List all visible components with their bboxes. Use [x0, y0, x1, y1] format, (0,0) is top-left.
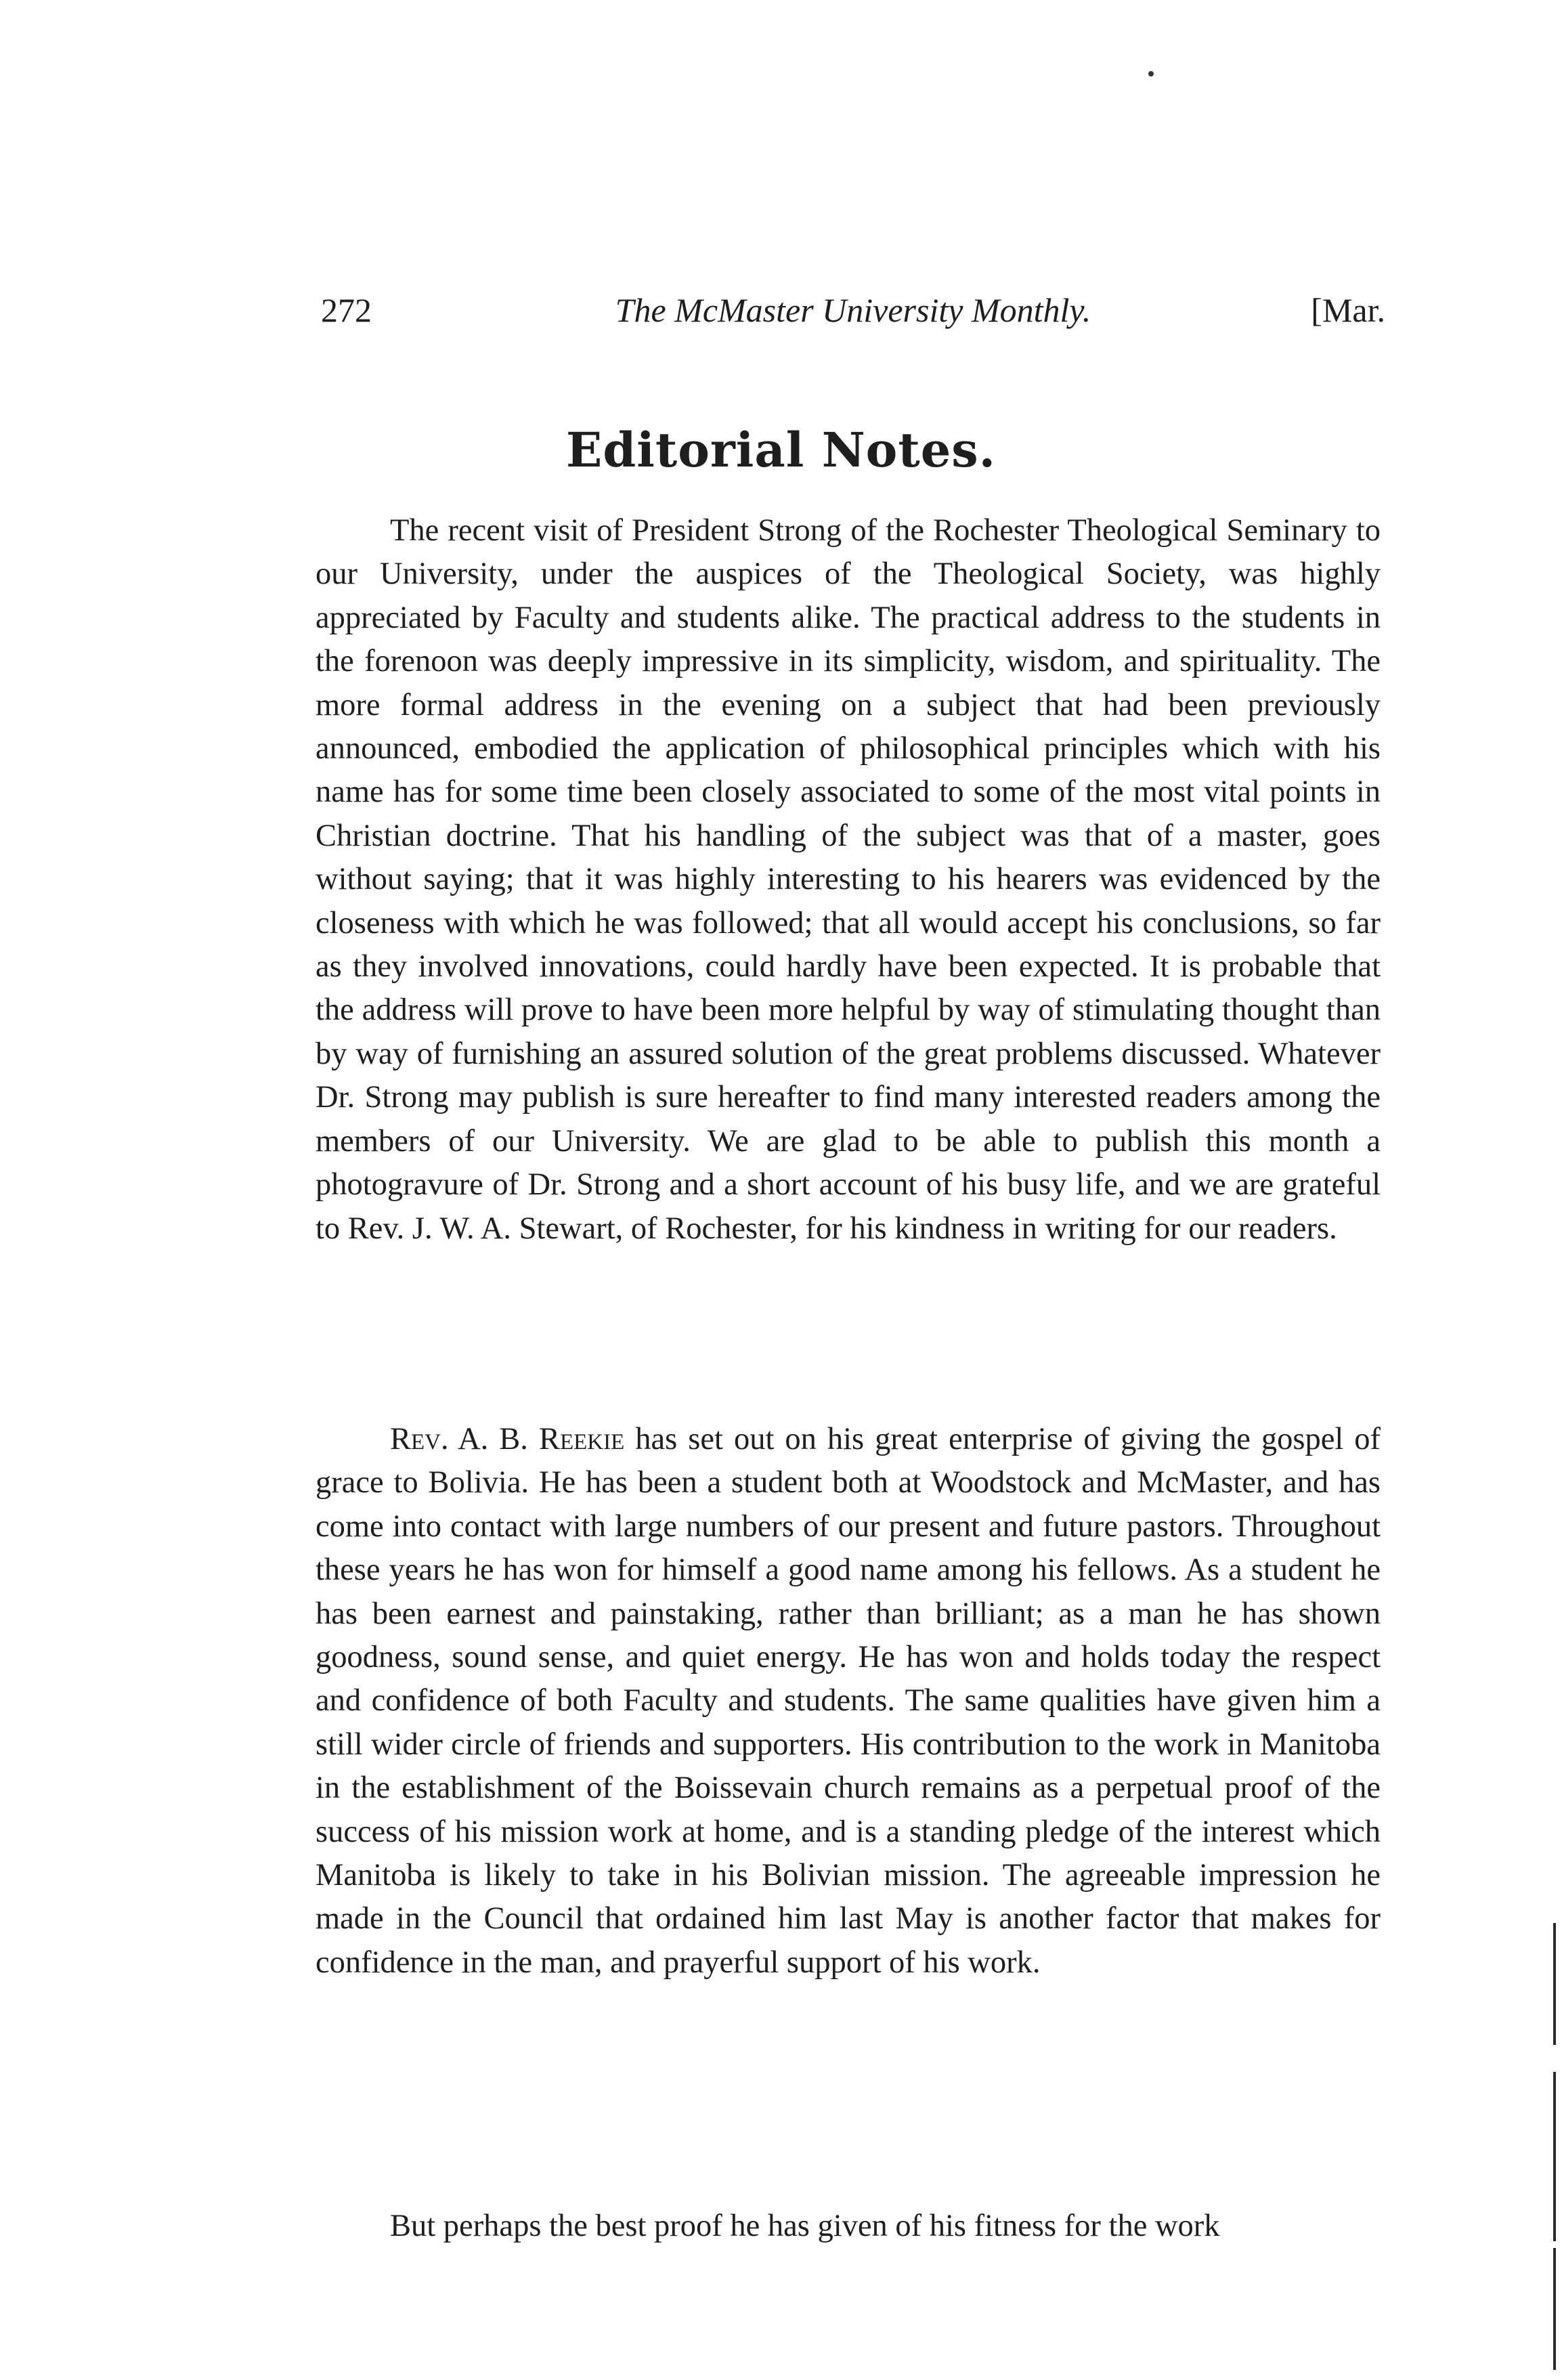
paragraph-continuation [316, 2205, 1381, 2248]
paragraph-reekie [316, 1418, 1381, 1985]
paragraph-text [316, 1418, 1381, 1985]
scan-edge-mark [1553, 2072, 1556, 2241]
issue-month: [Mar. [1311, 291, 1385, 329]
running-header [321, 290, 1385, 330]
scan-edge-mark [1553, 1923, 1556, 2045]
ink-speck [1148, 71, 1154, 77]
scan-edge-mark [1553, 2248, 1556, 2370]
paragraph-strong-visit [316, 509, 1381, 1251]
person-name: Rev. A. B. Reekie [390, 1422, 625, 1456]
journal-title: The McMaster University Monthly. [615, 291, 1091, 329]
section-heading: Editorial Notes. [565, 422, 997, 478]
paragraph-text: The recent visit of President Strong of the Rochester Theological Seminary to our University, under the auspices of the Theological Society, was highly appreciated by Faculty and students alike. The practical address to the students in the forenoon was deeply impressive in its simplicity, wisdom, and spirituality. The more formal address in the evening on a subject that had been previously announced, embodied the application of philosophical principles which with his name has for some time been closely associated to some of the most vital points in Christian doctrine. That his handling of the subject was that of a master, goes without saying; that it was highly interesting to his hearers was evidenced by the closeness with which he was followed; that all would accept his conclusions, so far as they involved innovations, could hardly have been expected. It is probable that the address will prove to have been more helpful by way of stimulating thought than by way of furnishing an assured solution of the great problems discussed. Whatever Dr. Strong may publish is sure hereafter to find many interested readers among the members of our University. We are glad to be able to publish this month a photogravure of Dr. Strong and a short account of his busy life, and we are grateful to Rev. J. W. A. Stewart, of Rochester, for his kindness in writing for our readers. [316, 513, 1381, 1246]
paragraph-text: But perhaps the best proof he has given of his fitness for the work [390, 2209, 1220, 2243]
paragraph-body: has set out on his great enterprise of giving the gospel of grace to Bolivia. He has been a student both at Woodstock and McMaster, and has come into contact with large numbers of our present and future pastors. Throughout these years he has won for himself a good name among his fellows. As a student he has been earnest and painstaking, rather than brilliant; as a man he has shown goodness, sound sense, and quiet energy. He has won and holds today the respect and confidence of both Faculty and students. The same qualities have given him a still wider circle of friends and supporters. His contribution to the work in Manitoba in the establishment of the Boissevain church remains as a perpetual proof of the success of his mission work at home, and is a standing pledge of the interest which Manitoba is likely to take in his Bolivian mission. The agreeable impression he made in the Council that ordained him last May is another factor that makes for confidence in the man, and prayerful support of his work. [316, 1422, 1381, 1980]
page-number: 272 [321, 291, 372, 329]
